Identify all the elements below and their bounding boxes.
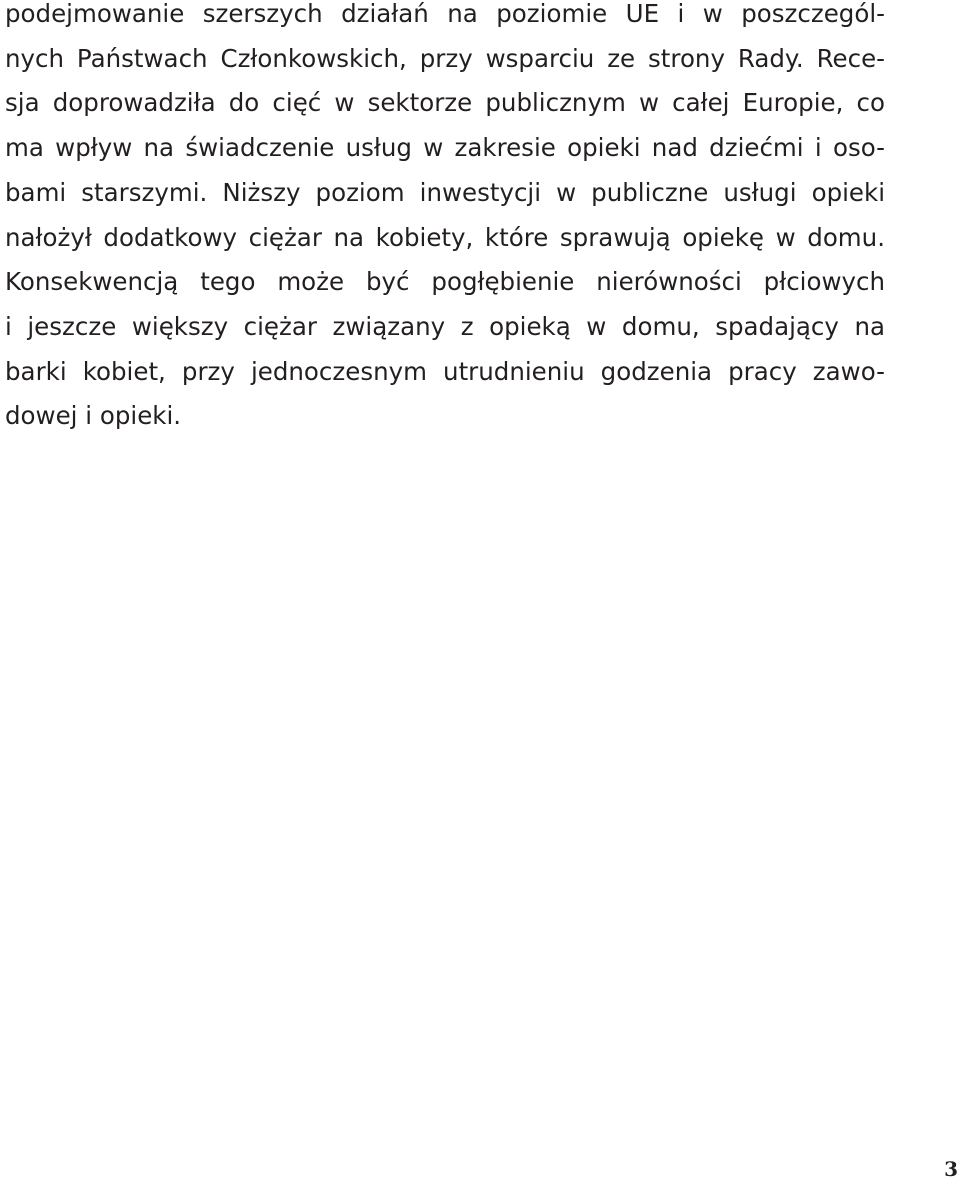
page-number: 3 xyxy=(944,1157,958,1181)
paragraph-line: nałożył dodatkowy ciężar na kobiety, które sprawują opiekę w domu. xyxy=(5,222,885,252)
paragraph-line: podejmowanie szerszych działań na poziomie UE i w poszczegól- xyxy=(5,0,885,28)
paragraph-line: Konsekwencją tego może być pogłębienie nierówności płciowych xyxy=(5,267,885,297)
paragraph-line: bami starszymi. Niższy poziom inwestycji w publiczne usługi opieki xyxy=(5,177,885,207)
paragraph-line: ma wpływ na świadczenie usług w zakresie opieki nad dziećmi i oso- xyxy=(5,133,885,163)
paragraph-line: nych Państwach Członkowskich, przy wsparciu ze strony Rady. Rece- xyxy=(5,43,885,73)
paragraph-line: sja doprowadziła do cięć w sektorze publicznym w całej Europie, co xyxy=(5,88,885,118)
paragraph-line: barki kobiet, przy jednoczesnym utrudnieniu godzenia pracy zawo- xyxy=(5,356,885,386)
paragraph-line: dowej i opieki. xyxy=(5,401,182,431)
body-paragraph xyxy=(5,0,885,439)
paragraph-line: i jeszcze większy ciężar związany z opieką w domu, spadający na xyxy=(5,311,885,341)
